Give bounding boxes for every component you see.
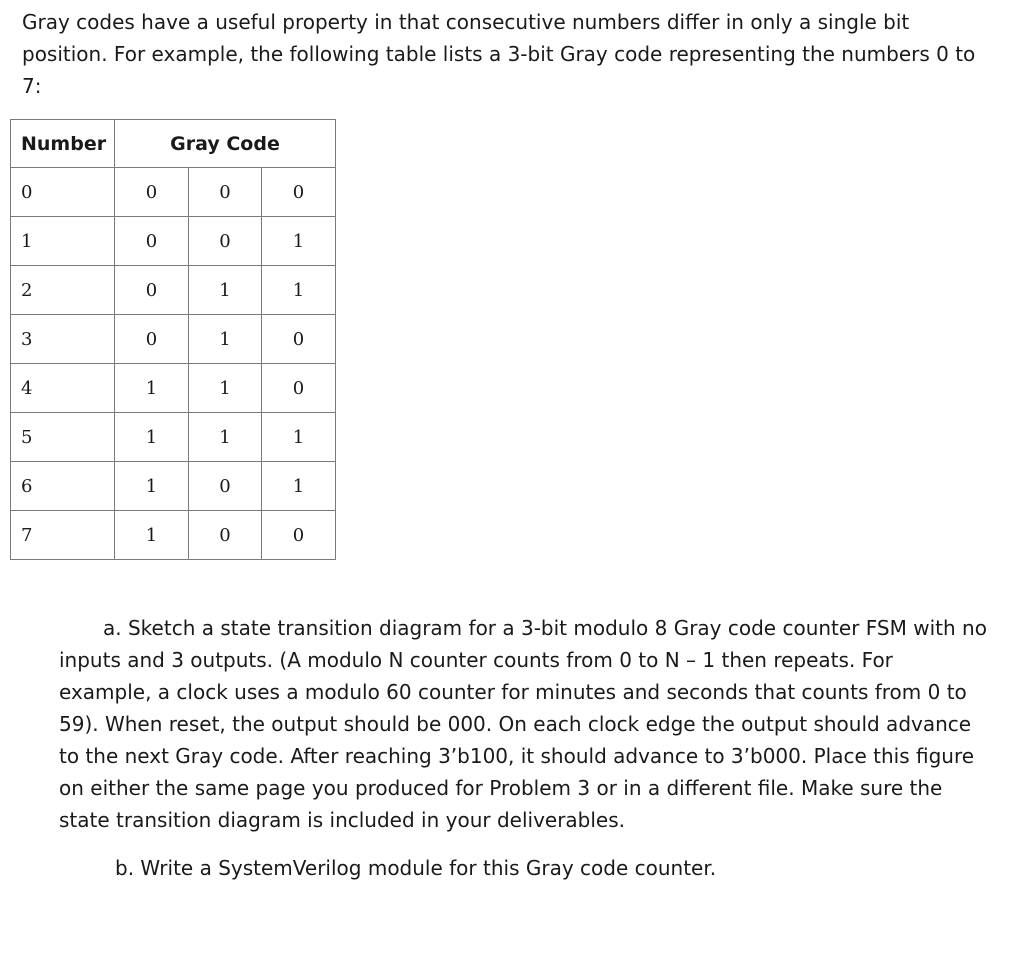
gray-bit-cell: 1 xyxy=(115,364,189,413)
gray-bit-cell: 1 xyxy=(115,413,189,462)
gray-code-table xyxy=(10,119,336,560)
problem-b-text: Write a SystemVerilog module for this Gray code counter. xyxy=(140,856,717,880)
problem-a-paragraph xyxy=(59,612,989,836)
gray-bit-cell: 1 xyxy=(262,266,336,315)
problem-b-paragraph xyxy=(115,852,975,884)
table-row xyxy=(11,511,336,560)
gray-bit-cell: 1 xyxy=(115,511,189,560)
table-row xyxy=(11,462,336,511)
number-cell: 1 xyxy=(11,217,115,266)
gray-bit-cell: 0 xyxy=(115,217,189,266)
table-header-row xyxy=(11,120,336,168)
gray-bit-cell: 0 xyxy=(115,168,189,217)
gray-bit-cell: 0 xyxy=(262,511,336,560)
problem-a-text: Sketch a state transition diagram for a 3-bit modulo 8 Gray code counter FSM with no inputs and 3 outputs. (A modulo N counter counts from 0 to N – 1 then repeats. For example, a clock uses a modulo 60 counter for minutes and seconds that counts from 0 to 59). When reset, the output should be 000. On each clock edge the output should advance to the next Gray code. After reaching 3’b100, it should advance to 3’b000. Place this figure on either the same page you produced for Problem 3 or in a different file. Make sure the state transition diagram is included in your deliverables. xyxy=(59,616,987,832)
gray-bit-cell: 1 xyxy=(189,266,262,315)
gray-bit-cell: 0 xyxy=(262,315,336,364)
table-row xyxy=(11,413,336,462)
gray-bit-cell: 0 xyxy=(189,217,262,266)
gray-bit-cell: 1 xyxy=(262,413,336,462)
gray-bit-cell: 0 xyxy=(262,364,336,413)
number-cell: 4 xyxy=(11,364,115,413)
gray-bit-cell: 0 xyxy=(189,168,262,217)
number-cell: 7 xyxy=(11,511,115,560)
gray-bit-cell: 1 xyxy=(115,462,189,511)
table-row xyxy=(11,217,336,266)
table-row xyxy=(11,266,336,315)
number-cell: 0 xyxy=(11,168,115,217)
table-row xyxy=(11,168,336,217)
gray-bit-cell: 0 xyxy=(115,266,189,315)
problem-a-label: a. xyxy=(103,616,122,640)
table-row xyxy=(11,364,336,413)
gray-bit-cell: 0 xyxy=(189,511,262,560)
gray-bit-cell: 1 xyxy=(189,315,262,364)
gray-bit-cell: 0 xyxy=(262,168,336,217)
number-cell: 6 xyxy=(11,462,115,511)
gray-bit-cell: 1 xyxy=(262,217,336,266)
gray-bit-cell: 1 xyxy=(189,364,262,413)
problem-b-label: b. xyxy=(115,856,135,880)
gray-bit-cell: 1 xyxy=(262,462,336,511)
intro-paragraph: Gray codes have a useful property in that consecutive numbers differ in only a single bit position. For example, the following table lists a 3-bit Gray code representing the numbers 0 to 7: xyxy=(22,10,976,98)
gray-bit-cell: 0 xyxy=(189,462,262,511)
number-cell: 5 xyxy=(11,413,115,462)
gray-bit-cell: 1 xyxy=(189,413,262,462)
gray-code-column-header: Gray Code xyxy=(115,120,336,168)
number-column-header: Number xyxy=(11,120,115,168)
number-cell: 3 xyxy=(11,315,115,364)
number-cell: 2 xyxy=(11,266,115,315)
gray-bit-cell: 0 xyxy=(115,315,189,364)
table-row xyxy=(11,315,336,364)
